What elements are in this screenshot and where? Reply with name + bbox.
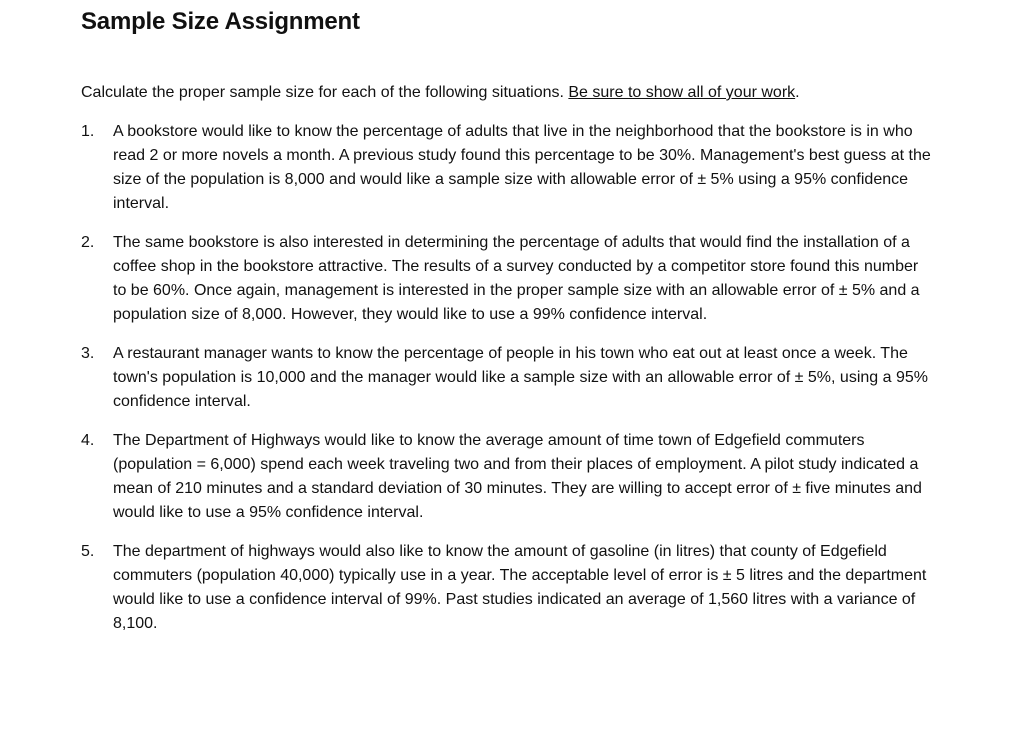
question-number: 4. — [81, 432, 95, 449]
question-text: A restaurant manager wants to know the percentage of people in his town who eat out at least once a week. The town's population is 10,000 and the manager would like a sample size with an allowable error of ± 5%, using a 95% confidence interval. — [113, 345, 928, 410]
question-text: A bookstore would like to know the percentage of adults that live in the neighborhood that the bookstore is in who read 2 or more novels a month. A previous study found this percentage to be 30%. Management's best guess at the size of the population is 8,000 and would like a sample size with allowable error of ± 5% using a 95% confidence interval. — [113, 123, 931, 212]
question-number: 5. — [81, 543, 95, 560]
question-3 — [81, 342, 931, 414]
question-text: The Department of Highways would like to know the average amount of time town of Edgefield commuters (population = 6,000) spend each week traveling two and from their places of employment. A pilot study indicated a mean of 210 minutes and a standard deviation of 30 minutes. They are willing to accept error of ± five minutes and would like to use a 95% confidence interval. — [113, 432, 922, 521]
question-list — [81, 120, 931, 651]
question-text: The same bookstore is also interested in determining the percentage of adults that would find the installation of a coffee shop in the bookstore attractive. The results of a survey conducted by a competitor store found this number to be 60%. Once again, management is interested in the proper sample size with an allowable error of ± 5% and a population size of 8,000. However, they would like to use a 99% confidence interval. — [113, 234, 920, 323]
instructions — [81, 81, 800, 105]
instructions-end: . — [795, 84, 800, 101]
question-number: 1. — [81, 123, 95, 140]
instructions-text: Calculate the proper sample size for each of the following situations. — [81, 84, 569, 101]
instructions-emphasis: Be sure to show all of your work — [568, 84, 796, 101]
question-number: 2. — [81, 234, 95, 251]
page-title: Sample Size Assignment — [81, 8, 360, 35]
question-1 — [81, 120, 931, 216]
question-5 — [81, 540, 931, 636]
question-number: 3. — [81, 345, 95, 362]
question-4 — [81, 429, 931, 525]
question-text: The department of highways would also like to know the amount of gasoline (in litres) that county of Edgefield commuters (population 40,000) typically use in a year. The acceptable level of error is ± 5 litres and the department would like to use a confidence interval of 99%. Past studies indicated an average of 1,560 litres with a variance of 8,100. — [113, 543, 927, 632]
question-2 — [81, 231, 931, 327]
